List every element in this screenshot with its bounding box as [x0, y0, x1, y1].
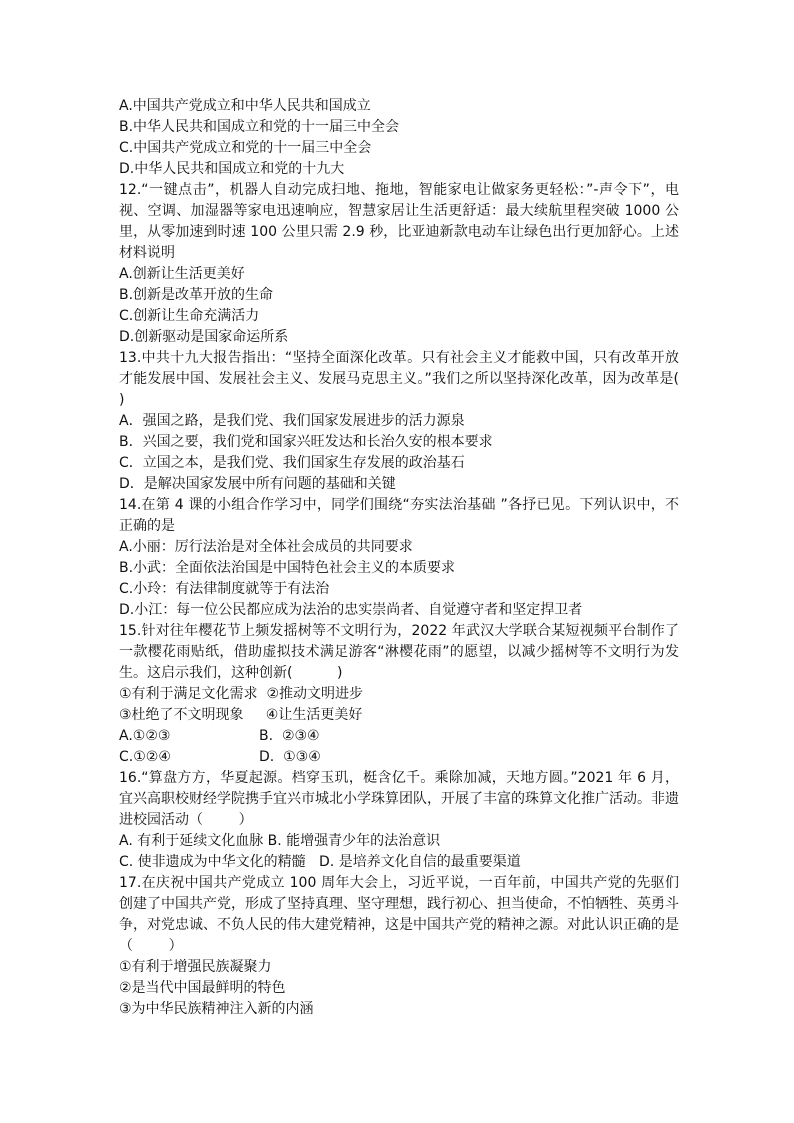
statement-item: ①有利于增强民族凝聚力: [119, 959, 272, 975]
option-d[interactable]: D. ①③④: [259, 749, 321, 765]
option-c[interactable]: C.创新让生命充满活力: [119, 308, 260, 324]
option-c[interactable]: C.中国共产党成立和党的十一届三中全会: [119, 140, 372, 156]
option-c[interactable]: C．立国之本，是我们党、我们国家生存发展的政治基石: [119, 455, 465, 471]
option-b[interactable]: B.创新是改革开放的生命: [119, 287, 274, 303]
option-d[interactable]: D.中华人民共和国成立和党的十九大: [119, 161, 345, 177]
option-c[interactable]: C.小玲：有法律制度就等于有法治: [119, 581, 330, 597]
question-13: [119, 348, 715, 495]
options-row: [119, 726, 679, 747]
option-d[interactable]: D.小江：每一位公民都应成为法治的忠实崇尚者、自觉遵守者和坚定捍卫者: [119, 602, 583, 618]
option-a[interactable]: A.小丽：厉行法治是对全体社会成员的共同要求: [119, 539, 413, 555]
options-row: [119, 747, 679, 768]
option-b[interactable]: B.中华人民共和国成立和党的十一届三中全会: [119, 119, 400, 135]
question-12: [119, 180, 679, 348]
options-row-ab[interactable]: A. 有利于延续文化血脉 B. 能增强青少年的法治意识: [119, 833, 441, 849]
question-stem: 15.针对往年樱花节上频发摇树等不文明行为，2022 年武汉大学联合某短视频平台制作了一款樱花雨贴纸，借助虚拟技术满足游客“淋樱花雨”的愿望，以减少摇树等不文明行为发生。这启示我们，这种创新( ): [119, 623, 679, 681]
question-11-options: [119, 96, 679, 180]
question-stem: 13.中共十九大报告指出：“坚持全面深化改革。只有社会主义才能救中国，只有改革开放才能发展中国、发展社会主义、发展马克思主义。”我们之所以坚持深化改革，因为改革是( ): [119, 350, 715, 408]
option-a[interactable]: A.创新让生活更美好: [119, 266, 245, 282]
statement-item: ③为中华民族精神注入新的内涵: [119, 1001, 314, 1017]
statement-item: ②是当代中国最鲜明的特色: [119, 980, 286, 996]
option-b[interactable]: B. ②③④: [259, 728, 320, 744]
option-b[interactable]: B．兴国之要，我们党和国家兴旺发达和长治久安的根本要求: [119, 434, 493, 450]
statement-item: ①有利于满足文化需求 ②推动文明进步: [119, 686, 364, 702]
question-stem: 17.在庆祝中国共产党成立 100 周年大会上，习近平说，一百年前，中国共产党的先驱们创建了中国共产党，形成了坚持真理、坚守理想，践行初心、担当使命，不怕牺牲、英勇斗争，对党忠诚、不负人民的伟大建党精神，这是中国共产党的精神之源。对此认识正确的是（ ）: [119, 875, 679, 954]
question-15: [119, 621, 679, 768]
question-17: [119, 873, 679, 1020]
option-a[interactable]: A.①②③: [119, 728, 171, 744]
option-b[interactable]: B.小武：全面依法治国是中国特色社会主义的本质要求: [119, 560, 456, 576]
question-14: [119, 495, 679, 621]
options-row-cd[interactable]: C. 使非遗成为中华文化的精髓 D. 是培养文化自信的最重要渠道: [119, 854, 521, 870]
option-d[interactable]: D．是解决国家发展中所有问题的基础和关键: [119, 476, 396, 492]
question-stem: 14.在第 4 课的小组合作学习中，同学们围绕“夯实法治基础 ”各抒已见。下列认识中，不正确的是: [119, 497, 679, 534]
option-c[interactable]: C.①②④: [119, 749, 171, 765]
option-d[interactable]: D.创新驱动是国家命运所系: [119, 329, 289, 345]
option-a[interactable]: A．强国之路，是我们党、我们国家发展进步的活力源泉: [119, 413, 465, 429]
question-16: [119, 768, 679, 873]
exam-content: [119, 96, 715, 1020]
question-stem: 12.“一键点击”，机器人自动完成扫地、拖地，智能家电让做家务更轻松：”-声令下”，电视、空调、加湿器等家电迅速响应，智慧家居让生活更舒适：最大续航里程突破 1000 公里，从零加速到时速 100 公里只需 2.9 秒，比亚迪新款电动车让绿色出行更加舒心。上述材料说明: [119, 182, 679, 261]
question-stem: 16.“算盘方方，华夏起源。档穿玉玑，梃含亿千。乘除加减，天地方圆。”2021 年 6 月，宜兴高职校财经学院携手宜兴市城北小学珠算团队，开展了丰富的珠算文化推广活动。非遗进校园活动（ ）: [119, 770, 679, 828]
option-a[interactable]: A.中国共产党成立和中华人民共和国成立: [119, 98, 371, 114]
statement-item: ③杜绝了不文明现象 ④让生活更美好: [119, 707, 363, 723]
